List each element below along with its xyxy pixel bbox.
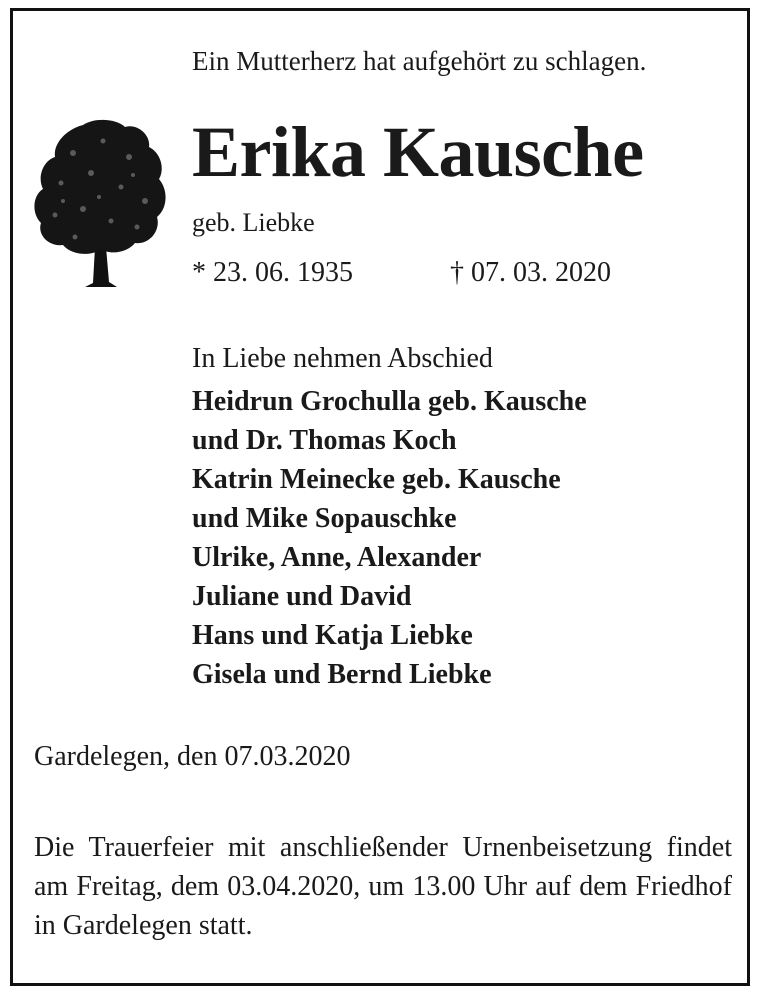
birth-date: * 23. 06. 1935: [192, 257, 353, 288]
mourners-list: [192, 382, 587, 694]
mourner-line: Ulrike, Anne, Alexander: [192, 542, 482, 573]
mourner-line: und Mike Sopauschke: [192, 503, 457, 534]
mourner-line: Hans und Katja Liebke: [192, 620, 473, 651]
mourner-line: Gisela und Bernd Liebke: [192, 659, 492, 690]
mourner-line: Juliane und David: [192, 581, 412, 612]
place-and-date: Gardelegen, den 07.03.2020: [34, 741, 351, 772]
motto: Ein Mutterherz hat aufgehört zu schlagen.: [192, 46, 647, 76]
maiden-name: geb. Liebke: [192, 208, 315, 237]
tree-icon: [33, 117, 169, 289]
farewell-intro: In Liebe nehmen Abschied: [192, 343, 493, 374]
mourner-line: Heidrun Grochulla geb. Kausche: [192, 386, 587, 417]
ceremony-info: Die Trauerfeier mit anschließender Urnenbeisetzung findet am Freitag, dem 03.04.2020, um 13.00 Uhr auf dem Friedhof in Gardelegen statt.: [34, 832, 732, 941]
deceased-name: Erika Kausche: [192, 112, 644, 192]
mourner-line: Katrin Meinecke geb. Kausche: [192, 464, 561, 495]
death-date: † 07. 03. 2020: [450, 257, 611, 288]
mourner-line: und Dr. Thomas Koch: [192, 425, 457, 456]
